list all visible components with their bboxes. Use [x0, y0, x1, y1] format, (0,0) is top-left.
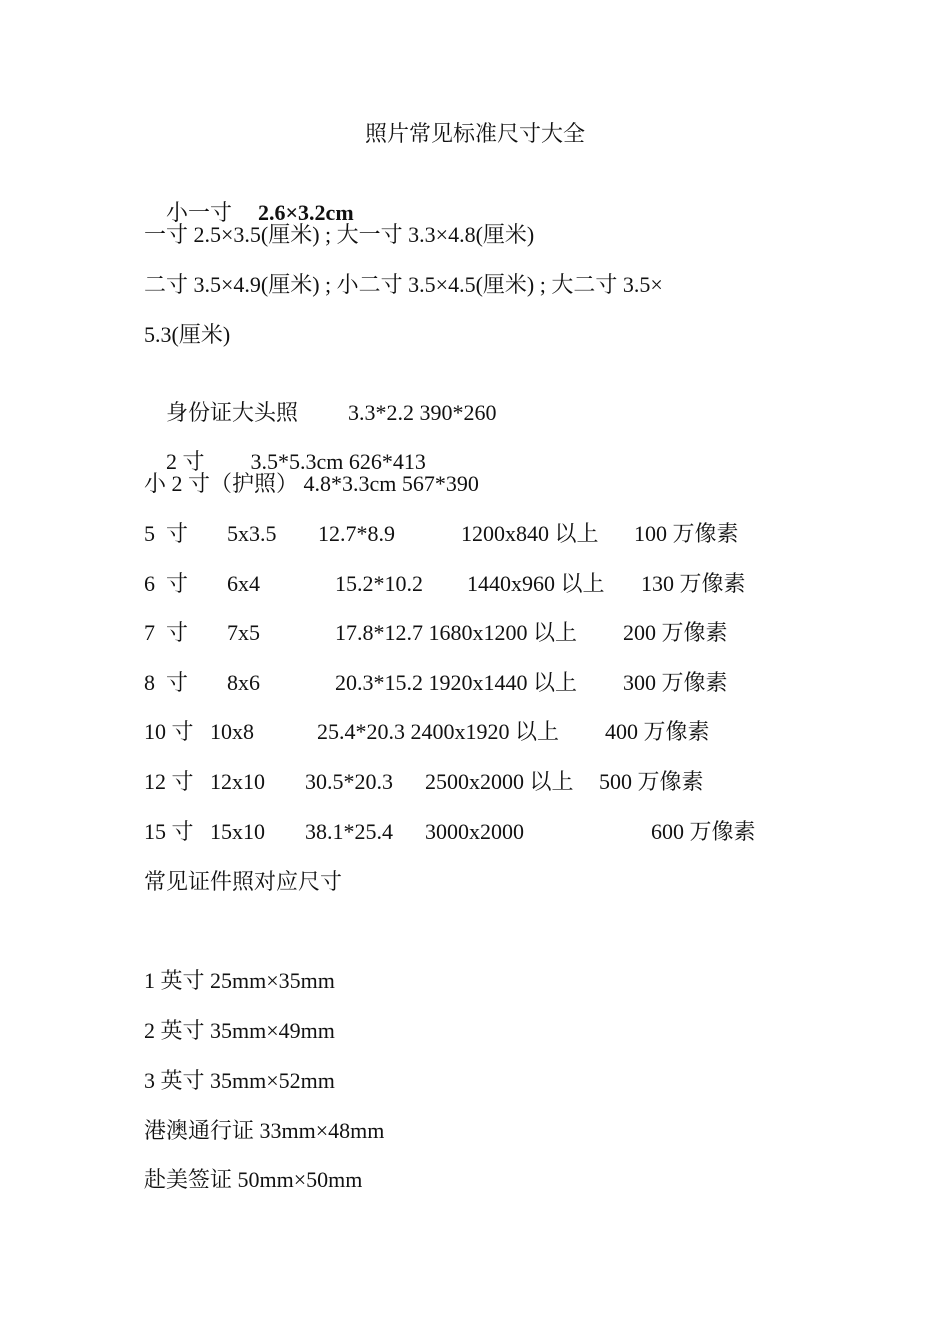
- small-one-inch-label: 小一寸: [166, 200, 233, 225]
- line-one-inch: 一寸 2.5×3.5(厘米) ; 大一寸 3.3×4.8(厘米): [144, 222, 535, 247]
- size-row-inch: 10x8: [210, 719, 254, 744]
- size-row-megapixels: 500 万像素: [599, 769, 704, 794]
- size-row: [144, 619, 844, 647]
- size-row-cm: 30.5*20.3: [305, 769, 393, 794]
- size-row: [144, 818, 844, 846]
- size-row-px: 2500x2000 以上: [425, 769, 574, 794]
- size-row-inch: 8x6: [227, 670, 260, 695]
- size-row-cm: 20.3*15.2 1920x1440 以上: [335, 670, 578, 695]
- size-row-megapixels: 400 万像素: [605, 719, 710, 744]
- line-id-card-photo: [144, 371, 497, 425]
- two-inch-label: 2 寸: [166, 449, 205, 474]
- list-item: 1 英寸 25mm×35mm: [144, 968, 335, 993]
- document-title: 照片常见标准尺寸大全: [364, 121, 585, 146]
- id-card-photo-label: 身份证大头照: [166, 400, 299, 425]
- id-card-photo-value: 3.3*2.2 390*260: [348, 400, 497, 425]
- size-row-cm: 25.4*20.3 2400x1920 以上: [317, 719, 560, 744]
- size-row-name: 6 寸: [144, 571, 189, 596]
- size-row: [144, 768, 844, 796]
- size-row-cm: 15.2*10.2: [335, 571, 423, 596]
- size-row-px: 1440x960 以上: [467, 571, 605, 596]
- size-row-inch: 12x10: [210, 769, 265, 794]
- size-row-megapixels: 600 万像素: [651, 819, 756, 844]
- line-two-inch-continued: 5.3(厘米): [144, 322, 231, 347]
- size-row-px: 1200x840 以上: [461, 521, 599, 546]
- size-row: [144, 718, 844, 746]
- size-row-name: 10 寸: [144, 719, 194, 744]
- size-row-megapixels: 130 万像素: [641, 571, 746, 596]
- size-row-cm: 12.7*8.9: [318, 521, 395, 546]
- size-row-name: 12 寸: [144, 769, 194, 794]
- list-item: 赴美签证 50mm×50mm: [144, 1167, 363, 1192]
- size-row: [144, 669, 844, 697]
- size-row-megapixels: 100 万像素: [634, 521, 739, 546]
- size-row-megapixels: 200 万像素: [623, 620, 728, 645]
- size-row-name: 5 寸: [144, 521, 189, 546]
- list-item: 2 英寸 35mm×49mm: [144, 1018, 335, 1043]
- size-row-name: 8 寸: [144, 670, 189, 695]
- size-row-inch: 6x4: [227, 571, 260, 596]
- size-row-cm: 38.1*25.4: [305, 819, 393, 844]
- list-item: 3 英寸 35mm×52mm: [144, 1068, 335, 1093]
- section-heading: 常见证件照对应尺寸: [144, 869, 343, 894]
- line-passport: 小 2 寸（护照） 4.8*3.3cm 567*390: [144, 471, 479, 496]
- small-one-inch-value: 2.6×3.2cm: [258, 200, 354, 225]
- size-row-inch: 7x5: [227, 620, 260, 645]
- size-row: [144, 520, 844, 548]
- size-row-cm: 17.8*12.7 1680x1200 以上: [335, 620, 578, 645]
- two-inch-value: 3.5*5.3cm 626*413: [250, 449, 426, 474]
- size-row: [144, 570, 844, 598]
- size-row-megapixels: 300 万像素: [623, 670, 728, 695]
- size-row-name: 15 寸: [144, 819, 194, 844]
- size-row-inch: 5x3.5: [227, 521, 277, 546]
- line-2-inch: [144, 420, 426, 474]
- size-row-inch: 15x10: [210, 819, 265, 844]
- size-row-name: 7 寸: [144, 620, 189, 645]
- size-row-px: 3000x2000: [425, 819, 524, 844]
- line-two-inch: 二寸 3.5×4.9(厘米) ; 小二寸 3.5×4.5(厘米) ; 大二寸 3.5×: [144, 272, 663, 297]
- list-item: 港澳通行证 33mm×48mm: [144, 1118, 385, 1143]
- line-small-one-inch: [144, 171, 354, 225]
